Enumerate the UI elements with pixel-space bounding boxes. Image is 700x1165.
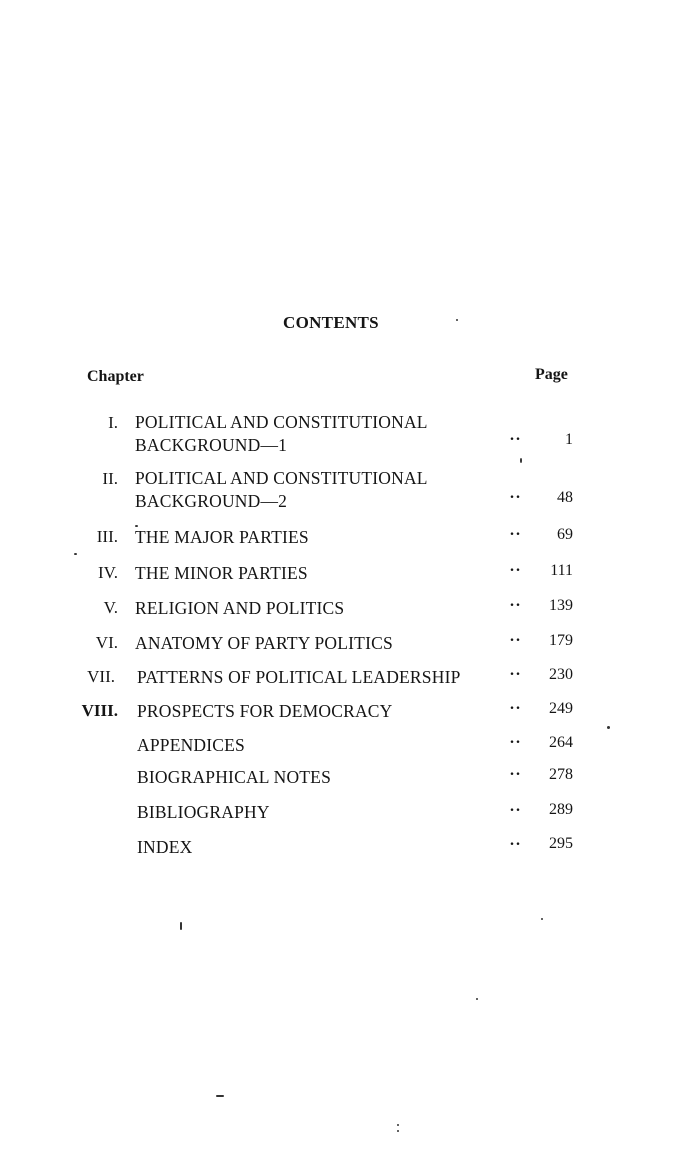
chapter-title: ANATOMY OF PARTY POLITICS [135,633,393,653]
dot-leader: .. [510,730,522,747]
scan-speck [397,1130,399,1132]
dot-leader: .. [510,798,522,815]
chapter-number: III. [96,527,118,546]
chapter-number: VIII. [81,701,118,720]
scan-speck [520,458,522,463]
section-title: BIBLIOGRAPHY [137,802,270,822]
page-number: 289 [549,801,573,818]
dot-leader: .. [510,696,522,713]
scan-speck [541,918,543,920]
chapter-number: II. [102,469,118,488]
section-title: BIOGRAPHICAL NOTES [137,767,331,787]
page-number: 179 [549,632,573,649]
scan-speck [180,922,182,930]
chapter-column-header: Chapter [87,368,144,385]
page-number: 139 [549,597,573,614]
page-number: 111 [550,562,573,579]
contents-heading: CONTENTS [283,313,379,332]
chapter-title: THE MINOR PARTIES [135,563,308,583]
page-number: 264 [549,734,573,751]
page-number: 230 [549,666,573,683]
dot-leader: .. [510,558,522,575]
chapter-number: I. [108,413,118,432]
chapter-number: V. [103,598,118,617]
scan-speck [74,553,77,555]
chapter-title: RELIGION AND POLITICS [135,598,345,618]
page-number: 295 [549,835,573,852]
dot-leader: .. [510,662,522,679]
chapter-title: THE MAJOR PARTIES [135,527,309,547]
section-title: APPENDICES [137,735,245,755]
chapter-number: VII. [87,667,115,686]
chapter-title: POLITICAL AND CONSTITUTIONAL BACKGROUND—2 [135,468,428,511]
scan-speck [135,525,138,527]
chapter-number: IV. [98,563,118,582]
dot-leader: .. [510,593,522,610]
scan-speck [216,1095,224,1097]
dot-leader: .. [510,485,522,502]
scan-speck [397,1124,399,1126]
chapter-title: PATTERNS OF POLITICAL LEADERSHIP [137,667,461,687]
scan-speck [607,726,610,729]
section-title: INDEX [137,837,193,857]
scan-speck [456,319,458,321]
page-number: 249 [549,700,573,717]
chapter-title: POLITICAL AND CONSTITUTIONAL BACKGROUND—1 [135,412,428,455]
dot-leader: .. [510,427,522,444]
page-number: 69 [557,526,573,543]
chapter-title: PROSPECTS FOR DEMOCRACY [137,701,393,721]
dot-leader: .. [510,762,522,779]
dot-leader: .. [510,628,522,645]
page-number: 1 [565,431,573,448]
page-column-header: Page [535,366,568,383]
page-number: 278 [549,766,573,783]
chapter-number: VI. [95,633,118,652]
page-number: 48 [557,489,573,506]
dot-leader: .. [510,522,522,539]
dot-leader: .. [510,832,522,849]
scan-speck [476,998,478,1000]
